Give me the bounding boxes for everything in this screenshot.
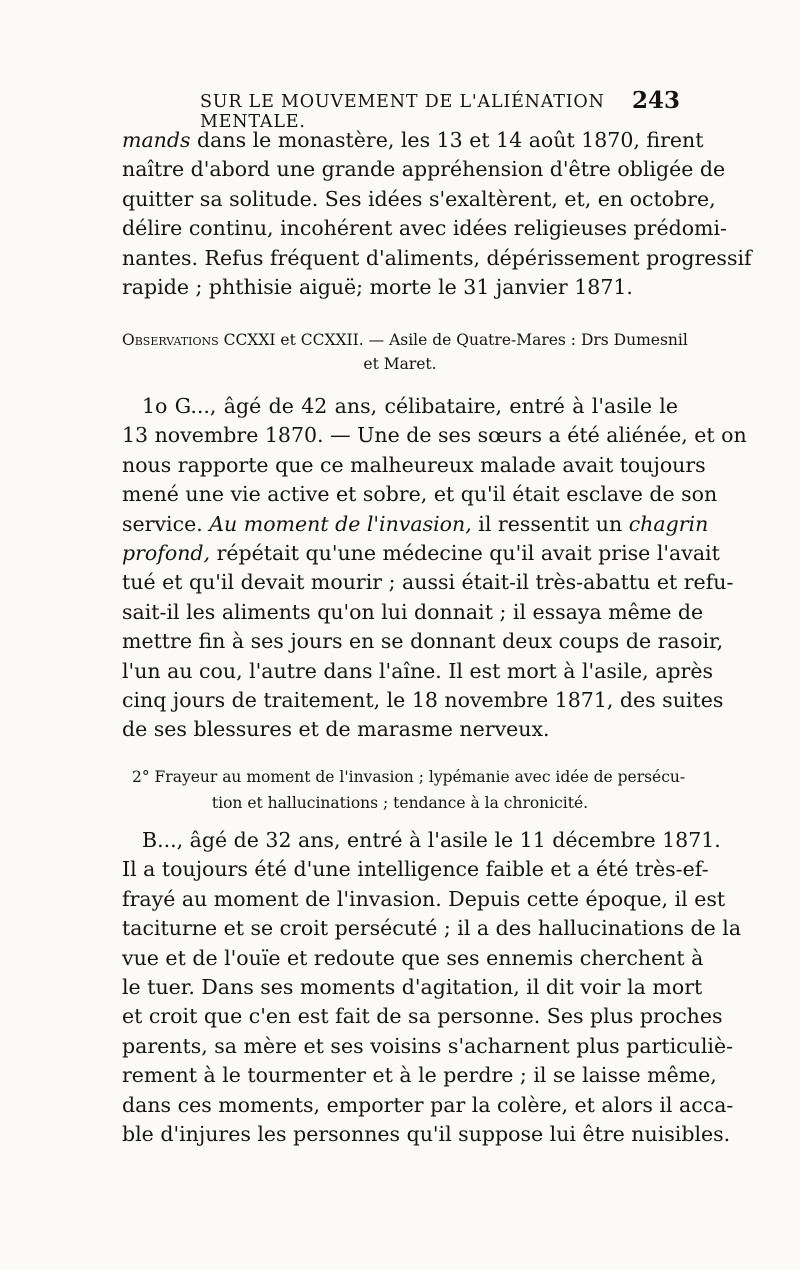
text-line: nantes. Refus fréquent d'aliments, dépérissement progressif — [122, 245, 752, 270]
text-line: frayé au moment de l'invasion. Depuis cette époque, il est — [122, 886, 726, 911]
text-line: taciturne et se croit persécuté ; il a des hallucinations de la — [122, 916, 742, 941]
heading-line: et Maret. — [363, 355, 437, 373]
text-line: quitter sa solitude. Ses idées s'exaltèrent, et, en octobre, — [122, 186, 716, 211]
running-title: SUR LE MOUVEMENT DE L'ALIÉNATION MENTALE. — [200, 92, 605, 132]
text-line: l'un au cou, l'autre dans l'aîne. Il est mort à l'asile, après — [122, 658, 713, 683]
text-line: ble d'injures les personnes qu'il suppose lui être nuisibles. — [122, 1122, 731, 1147]
text-line: service. Au moment de l'invasion, il ressentit un chagrin — [122, 511, 709, 536]
text-line: dans ces moments, emporter par la colère, et alors il acca- — [122, 1092, 734, 1117]
paragraph-intro — [122, 126, 752, 302]
paragraph-case-2 — [122, 826, 742, 1149]
text-line: nous rapporte que ce malheureux malade avait toujours — [122, 452, 706, 477]
text-line: tué et qu'il devait mourir ; aussi était-il très-abattu et refu- — [122, 570, 734, 595]
heading-line: 2° Frayeur au moment de l'invasion ; lypémanie avec idée de persécu- — [132, 768, 686, 786]
text-line: 13 novembre 1870. — Une de ses sœurs a été aliénée, et on — [122, 423, 747, 448]
text-line: parents, sa mère et ses voisins s'acharnent plus particuliè- — [122, 1033, 734, 1058]
text-line: mands dans le monastère, les 13 et 14 août 1870, firent — [122, 128, 704, 152]
text-line: délire continu, incohérent avec idées religieuses prédomi- — [122, 216, 727, 241]
observations-heading — [122, 328, 688, 376]
heading-line: Observations CCXXI et CCXXII. — Asile de Quatre-Mares : Drs Dumesnil — [122, 331, 688, 349]
text-line: vue et de l'ouïe et redoute que ses ennemis cherchent à — [122, 945, 704, 970]
paragraph-case-1 — [122, 392, 747, 745]
text-line: Il a toujours été d'une intelligence faible et a été très-ef- — [122, 857, 709, 882]
text-line: profond, répétait qu'une médecine qu'il avait prise l'avait — [122, 541, 720, 566]
text-line: naître d'abord une grande appréhension d'être obligée de — [122, 157, 726, 182]
text-line: mettre fin à ses jours en se donnant deux coups de rasoir, — [122, 629, 724, 654]
case-2-heading — [122, 764, 686, 816]
text-line: le tuer. Dans ses moments d'agitation, il dit voir la mort — [122, 975, 703, 1000]
text-line: rement à le tourmenter et à le perdre ; il se laisse même, — [122, 1063, 717, 1088]
text-line: et croit que c'en est fait de sa personne. Ses plus proches — [122, 1004, 723, 1029]
text-line: de ses blessures et de marasme nerveux. — [122, 717, 550, 742]
text-line: rapide ; phthisie aiguë; morte le 31 janvier 1871. — [122, 275, 633, 300]
text-line: cinq jours de traitement, le 18 novembre 1871, des suites — [122, 688, 724, 713]
text-line: 1o G..., âgé de 42 ans, célibataire, entré à l'asile le — [142, 394, 678, 418]
text-line: sait-il les aliments qu'on lui donnait ; il essaya même de — [122, 599, 704, 624]
text-line: mené une vie active et sobre, et qu'il était esclave de son — [122, 482, 718, 507]
page-number: 243 — [631, 87, 680, 114]
heading-line: tion et hallucinations ; tendance à la chronicité. — [211, 794, 589, 812]
text-line: B..., âgé de 32 ans, entré à l'asile le 11 décembre 1871. — [142, 828, 721, 852]
